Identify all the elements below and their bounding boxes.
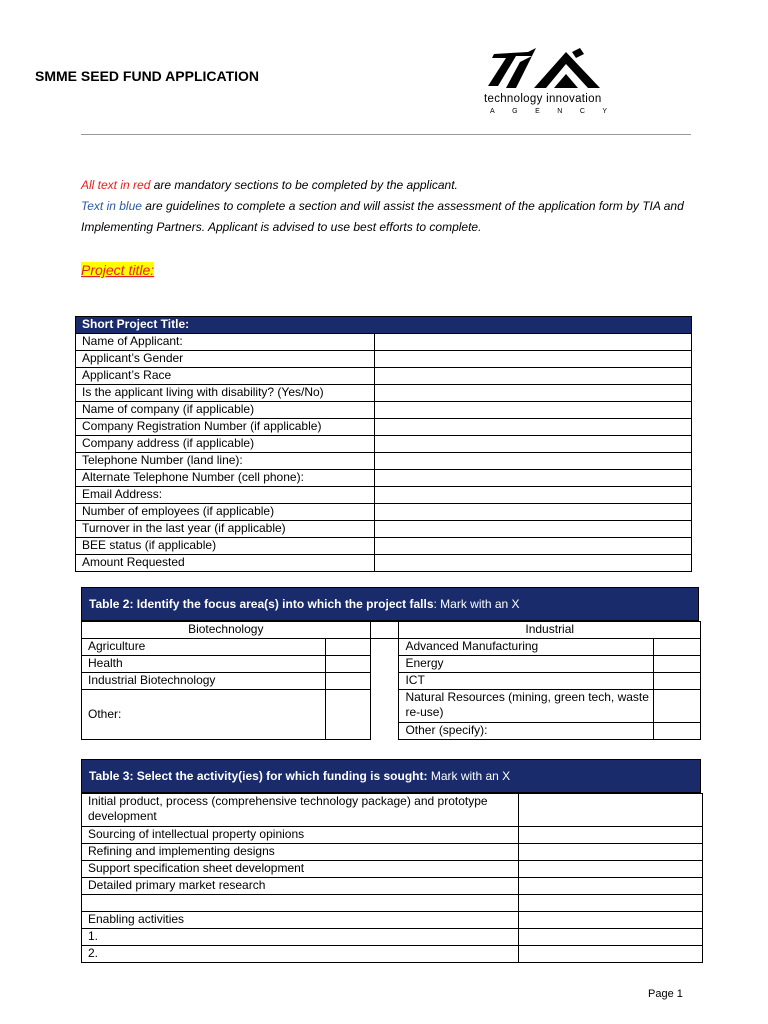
table-row	[76, 538, 692, 555]
table-row	[82, 912, 703, 929]
mark-cell[interactable]	[654, 639, 701, 656]
intro-guideline-note	[81, 196, 696, 238]
logo-subtext: AGENCY	[490, 108, 625, 115]
table-row	[82, 622, 701, 639]
table-row	[82, 878, 703, 895]
intro-mandatory-note	[81, 175, 458, 196]
field-value-cell[interactable]	[375, 368, 692, 385]
mark-cell[interactable]	[654, 723, 701, 740]
field-value-cell[interactable]	[375, 453, 692, 470]
field-label: Turnover in the last year (if applicable)	[76, 521, 375, 538]
field-label: Is the applicant living with disability? (Yes/No)	[76, 385, 375, 402]
mark-cell[interactable]	[654, 656, 701, 673]
table-row	[82, 929, 703, 946]
table-row	[76, 419, 692, 436]
table-row	[82, 673, 701, 690]
blue-text-label: Text in blue	[81, 199, 142, 213]
table-row	[82, 946, 703, 963]
table-row	[76, 351, 692, 368]
field-label: Alternate Telephone Number (cell phone):	[76, 470, 375, 487]
mark-cell[interactable]	[325, 673, 370, 690]
field-label: Telephone Number (land line):	[76, 453, 375, 470]
field-value-cell[interactable]	[375, 436, 692, 453]
field-label: Applicant’s Race	[76, 368, 375, 385]
field-label: Number of employees (if applicable)	[76, 504, 375, 521]
focus-area-label: Advanced Manufacturing	[399, 639, 654, 656]
table-row	[76, 555, 692, 572]
spacer-cell	[370, 622, 399, 639]
mark-cell[interactable]	[654, 673, 701, 690]
mark-cell[interactable]	[519, 946, 703, 963]
focus-area-label: Other (specify):	[399, 723, 654, 740]
field-value-cell[interactable]	[375, 487, 692, 504]
field-value-cell[interactable]	[375, 385, 692, 402]
activity-label: Sourcing of intellectual property opinions	[82, 827, 519, 844]
mark-cell[interactable]	[519, 861, 703, 878]
table-row	[76, 453, 692, 470]
table-row	[82, 844, 703, 861]
mark-cell[interactable]	[325, 656, 370, 673]
table-row	[82, 656, 701, 673]
focus-area-label: Industrial Biotechnology	[82, 673, 326, 690]
table-row	[76, 487, 692, 504]
activity-label: Enabling activities	[82, 912, 519, 929]
table-row	[76, 402, 692, 419]
tia-logo-icon	[476, 44, 616, 94]
tia-logo	[476, 44, 625, 120]
table-row	[76, 521, 692, 538]
industrial-heading: Industrial	[399, 622, 701, 639]
table-row	[76, 436, 692, 453]
field-label: Name of company (if applicable)	[76, 402, 375, 419]
blue-text-explanation: are guidelines to complete a section and will assist the assessment of the application form by TIA and Implementing Partners. Applicant is advised to use best efforts to complete.	[81, 199, 684, 234]
activity-label: Refining and implementing designs	[82, 844, 519, 861]
spacer-cell	[370, 690, 399, 740]
table-row	[82, 827, 703, 844]
mark-cell[interactable]	[519, 794, 703, 827]
field-label: Applicant’s Gender	[76, 351, 375, 368]
table-row	[82, 639, 701, 656]
field-value-cell[interactable]	[375, 538, 692, 555]
mark-cell[interactable]	[519, 878, 703, 895]
red-text-explanation: are mandatory sections to be completed by the applicant.	[150, 178, 458, 192]
project-title-label: Project title:	[81, 262, 155, 278]
short-project-title-header: Short Project Title:	[76, 317, 692, 334]
field-value-cell[interactable]	[375, 555, 692, 572]
field-value-cell[interactable]	[375, 334, 692, 351]
field-value-cell[interactable]	[375, 419, 692, 436]
table-row	[82, 861, 703, 878]
activity-label: Support specification sheet development	[82, 861, 519, 878]
table-row	[82, 794, 703, 827]
activity-label: 1.	[82, 929, 519, 946]
mark-cell[interactable]	[519, 929, 703, 946]
table-row	[76, 334, 692, 351]
field-label: Name of Applicant:	[76, 334, 375, 351]
table-row	[82, 895, 703, 912]
focus-area-label: Energy	[399, 656, 654, 673]
focus-area-table	[81, 621, 701, 740]
funding-activities-table	[81, 793, 703, 963]
activity-label: 2.	[82, 946, 519, 963]
focus-area-label: ICT	[399, 673, 654, 690]
mark-cell[interactable]	[519, 844, 703, 861]
document-title: SMME SEED FUND APPLICATION	[35, 68, 260, 84]
table3-title: Table 3: Select the activity(ies) for which funding is sought:	[89, 769, 428, 783]
mark-cell[interactable]	[519, 895, 703, 912]
focus-area-label: Agriculture	[82, 639, 326, 656]
field-value-cell[interactable]	[375, 504, 692, 521]
field-label: BEE status (if applicable)	[76, 538, 375, 555]
table-row	[76, 385, 692, 402]
mark-cell[interactable]	[654, 690, 701, 723]
page-number: Page 1	[648, 988, 683, 1000]
table3-instruction: Mark with an X	[427, 769, 511, 783]
focus-area-label: Natural Resources (mining, green tech, waste re-use)	[399, 690, 654, 723]
field-label: Company Registration Number (if applicable)	[76, 419, 375, 436]
mark-cell[interactable]	[519, 912, 703, 929]
mark-cell[interactable]	[325, 639, 370, 656]
table-row	[76, 470, 692, 487]
focus-area-label: Other:	[82, 690, 326, 740]
table-row	[76, 368, 692, 385]
field-value-cell[interactable]	[375, 402, 692, 419]
red-text-label: All text in red	[81, 178, 151, 192]
table-header-row	[76, 317, 692, 334]
activity-label	[82, 895, 519, 912]
table3-header	[81, 759, 701, 793]
spacer-cell	[370, 673, 399, 690]
mark-cell[interactable]	[519, 827, 703, 844]
mark-cell[interactable]	[325, 690, 370, 740]
table2-header	[81, 587, 699, 621]
focus-area-label: Health	[82, 656, 326, 673]
field-value-cell[interactable]	[375, 470, 692, 487]
header-divider	[81, 134, 691, 135]
field-value-cell[interactable]	[375, 351, 692, 368]
table2-title: Table 2: Identify the focus area(s) into which the project falls	[89, 597, 434, 611]
activity-label: Initial product, process (comprehensive technology package) and prototype development	[82, 794, 519, 827]
biotechnology-heading: Biotechnology	[82, 622, 371, 639]
applicant-details-table	[75, 316, 692, 572]
field-label: Email Address:	[76, 487, 375, 504]
spacer-cell	[370, 656, 399, 673]
activity-label: Detailed primary market research	[82, 878, 519, 895]
table-row	[76, 504, 692, 521]
table-row	[82, 690, 701, 723]
table2-instruction: : Mark with an X	[433, 597, 520, 611]
field-value-cell[interactable]	[375, 521, 692, 538]
field-label: Amount Requested	[76, 555, 375, 572]
field-label: Company address (if applicable)	[76, 436, 375, 453]
spacer-cell	[370, 639, 399, 656]
logo-text: technology innovation	[484, 93, 602, 105]
